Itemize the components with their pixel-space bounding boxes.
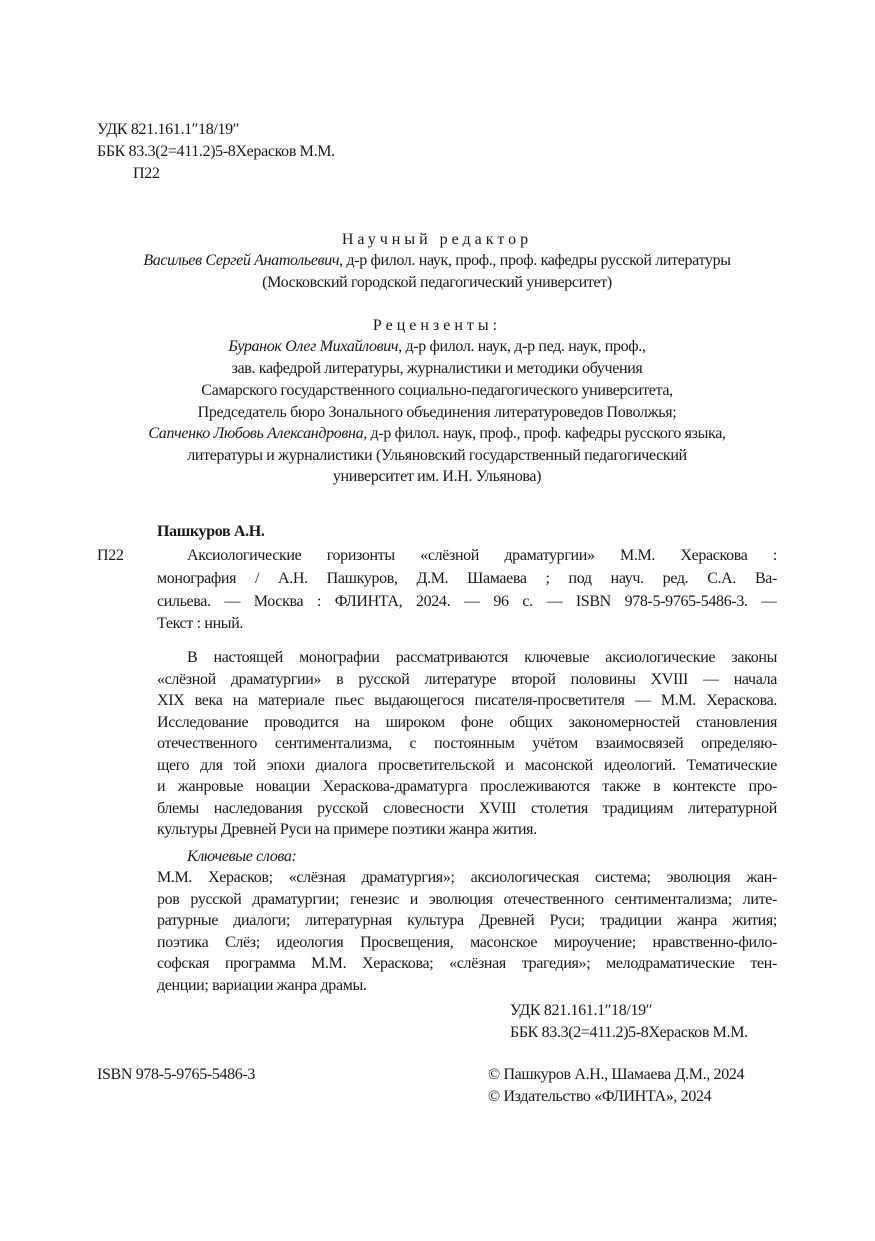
isbn: ISBN 978-5-9765-5486-3 xyxy=(97,1066,256,1083)
biblio-sign: П22 xyxy=(97,547,124,564)
keywords-heading: Ключевые слова: xyxy=(187,848,297,865)
editor-line: Васильев Сергей Анатольевич, д-р филол. наук, проф., проф. кафедры русской литературы xyxy=(143,252,731,269)
biblio-line: Аксиологические горизонты «слёзной драматургии» М.М. Хераскова : xyxy=(187,547,777,564)
abstract-line: щего для той эпохи диалога просветительской и масонской идеологий. Тематические xyxy=(157,757,777,774)
reviewer-1-line: Буранок Олег Михайлович, д-р филол. наук, д-р пед. наук, проф., xyxy=(228,338,646,355)
copyright-publisher: © Издательство «ФЛИНТА», 2024 xyxy=(488,1088,712,1105)
abstract-line: блемы наследования русской словесности XVIII столетия традициям литературной xyxy=(157,800,777,817)
reviewer-1-line-3: Самарского государственного социально-педагогического университета, xyxy=(201,382,673,399)
abstract-line: XIX века на материале пьес выдающегося писателя-просветителя — М.М. Хераскова. xyxy=(157,692,777,709)
biblio-author: Пашкуров А.Н. xyxy=(157,523,265,540)
keywords-line: денции; вариации жанра драмы. xyxy=(157,977,367,994)
keywords-line: М.М. Херасков; «слёзная драматургия»; аксиологическая система; эволюция жан- xyxy=(157,869,777,886)
abstract-line: культуры Древней Руси на примере поэтики жанра жития. xyxy=(157,821,537,838)
udk-code: УДК 821.161.1″18/19″ xyxy=(97,121,240,138)
abstract-line: «слёзной драматургии» в русской литературе второй половины XVIII — начала xyxy=(157,671,777,688)
reviewer-2-name: Сапченко Любовь Александровна xyxy=(148,425,364,442)
reviewer-2-line-3: университет им. И.Н. Ульянова) xyxy=(332,468,542,485)
footer-bbk: ББК 83.3(2=411.2)5-8Херасков М.М. xyxy=(510,1024,748,1041)
reviewer-2-line: Сапченко Любовь Александровна, д-р филол. наук, проф., проф. кафедры русского языка, xyxy=(148,425,726,442)
bbk-code: ББК 83.3(2=411.2)5-8Херасков М.М. xyxy=(97,143,335,160)
reviewer-1-line-2: зав. кафедрой литературы, журналистики и методики обучения xyxy=(231,360,643,377)
abstract-line: отечественного сентиментализма, с постоянным учётом взаимосвязей определяю- xyxy=(157,735,777,752)
footer-udk: УДК 821.161.1″18/19″ xyxy=(510,1002,653,1019)
reviewer-1-line-4: Председатель бюро Зонального объединения литературоведов Поволжья; xyxy=(197,404,677,421)
abstract-line: В настоящей монографии рассматриваются ключевые аксиологические законы xyxy=(187,649,777,666)
reviewers-heading: Рецензенты: xyxy=(372,317,502,334)
reviewer-1-name: Буранок Олег Михайлович xyxy=(228,338,399,355)
reviewer-2-line-2: литературы и журналистики (Ульяновский государственный педагогический xyxy=(187,447,687,464)
abstract-line: и жанровые новации Хераскова-драматурга прослеживаются также в контексте про- xyxy=(157,778,777,795)
keywords-line: ров русской драматургии; генезис и эволюция отечественного сентиментализма; лите- xyxy=(157,891,777,908)
keywords-line: софская программа М.М. Хераскова; «слёзная трагедия»; мелодраматические тен- xyxy=(157,955,777,972)
editor-name: Васильев Сергей Анатольевич xyxy=(143,252,340,269)
editor-affiliation: (Московский городской педагогический университет) xyxy=(262,274,612,291)
biblio-line: сильева. — Москва : ФЛИНТА, 2024. — 96 с. — ISBN 978-5-9765-5486-3. — xyxy=(157,593,777,610)
keywords-line: ратурные диалоги; литературная культура Древней Руси; традиции жанра жития; xyxy=(157,912,777,929)
biblio-line: монография / А.Н. Пашкуров, Д.М. Шамаева ; под науч. ред. С.А. Ва- xyxy=(157,570,777,587)
copyright-authors: © Пашкуров А.Н., Шамаева Д.М., 2024 xyxy=(488,1066,745,1083)
keywords-line: поэтика Слёз; идеология Просвещения, масонское мироучение; нравственно-фило- xyxy=(157,934,777,951)
author-sign: П22 xyxy=(133,165,160,182)
abstract-line: Исследование проводится на широком фоне общих закономерностей становления xyxy=(157,714,777,731)
editor-heading: Научный редактор xyxy=(341,231,533,248)
biblio-line: Текст : нный. xyxy=(157,615,244,632)
